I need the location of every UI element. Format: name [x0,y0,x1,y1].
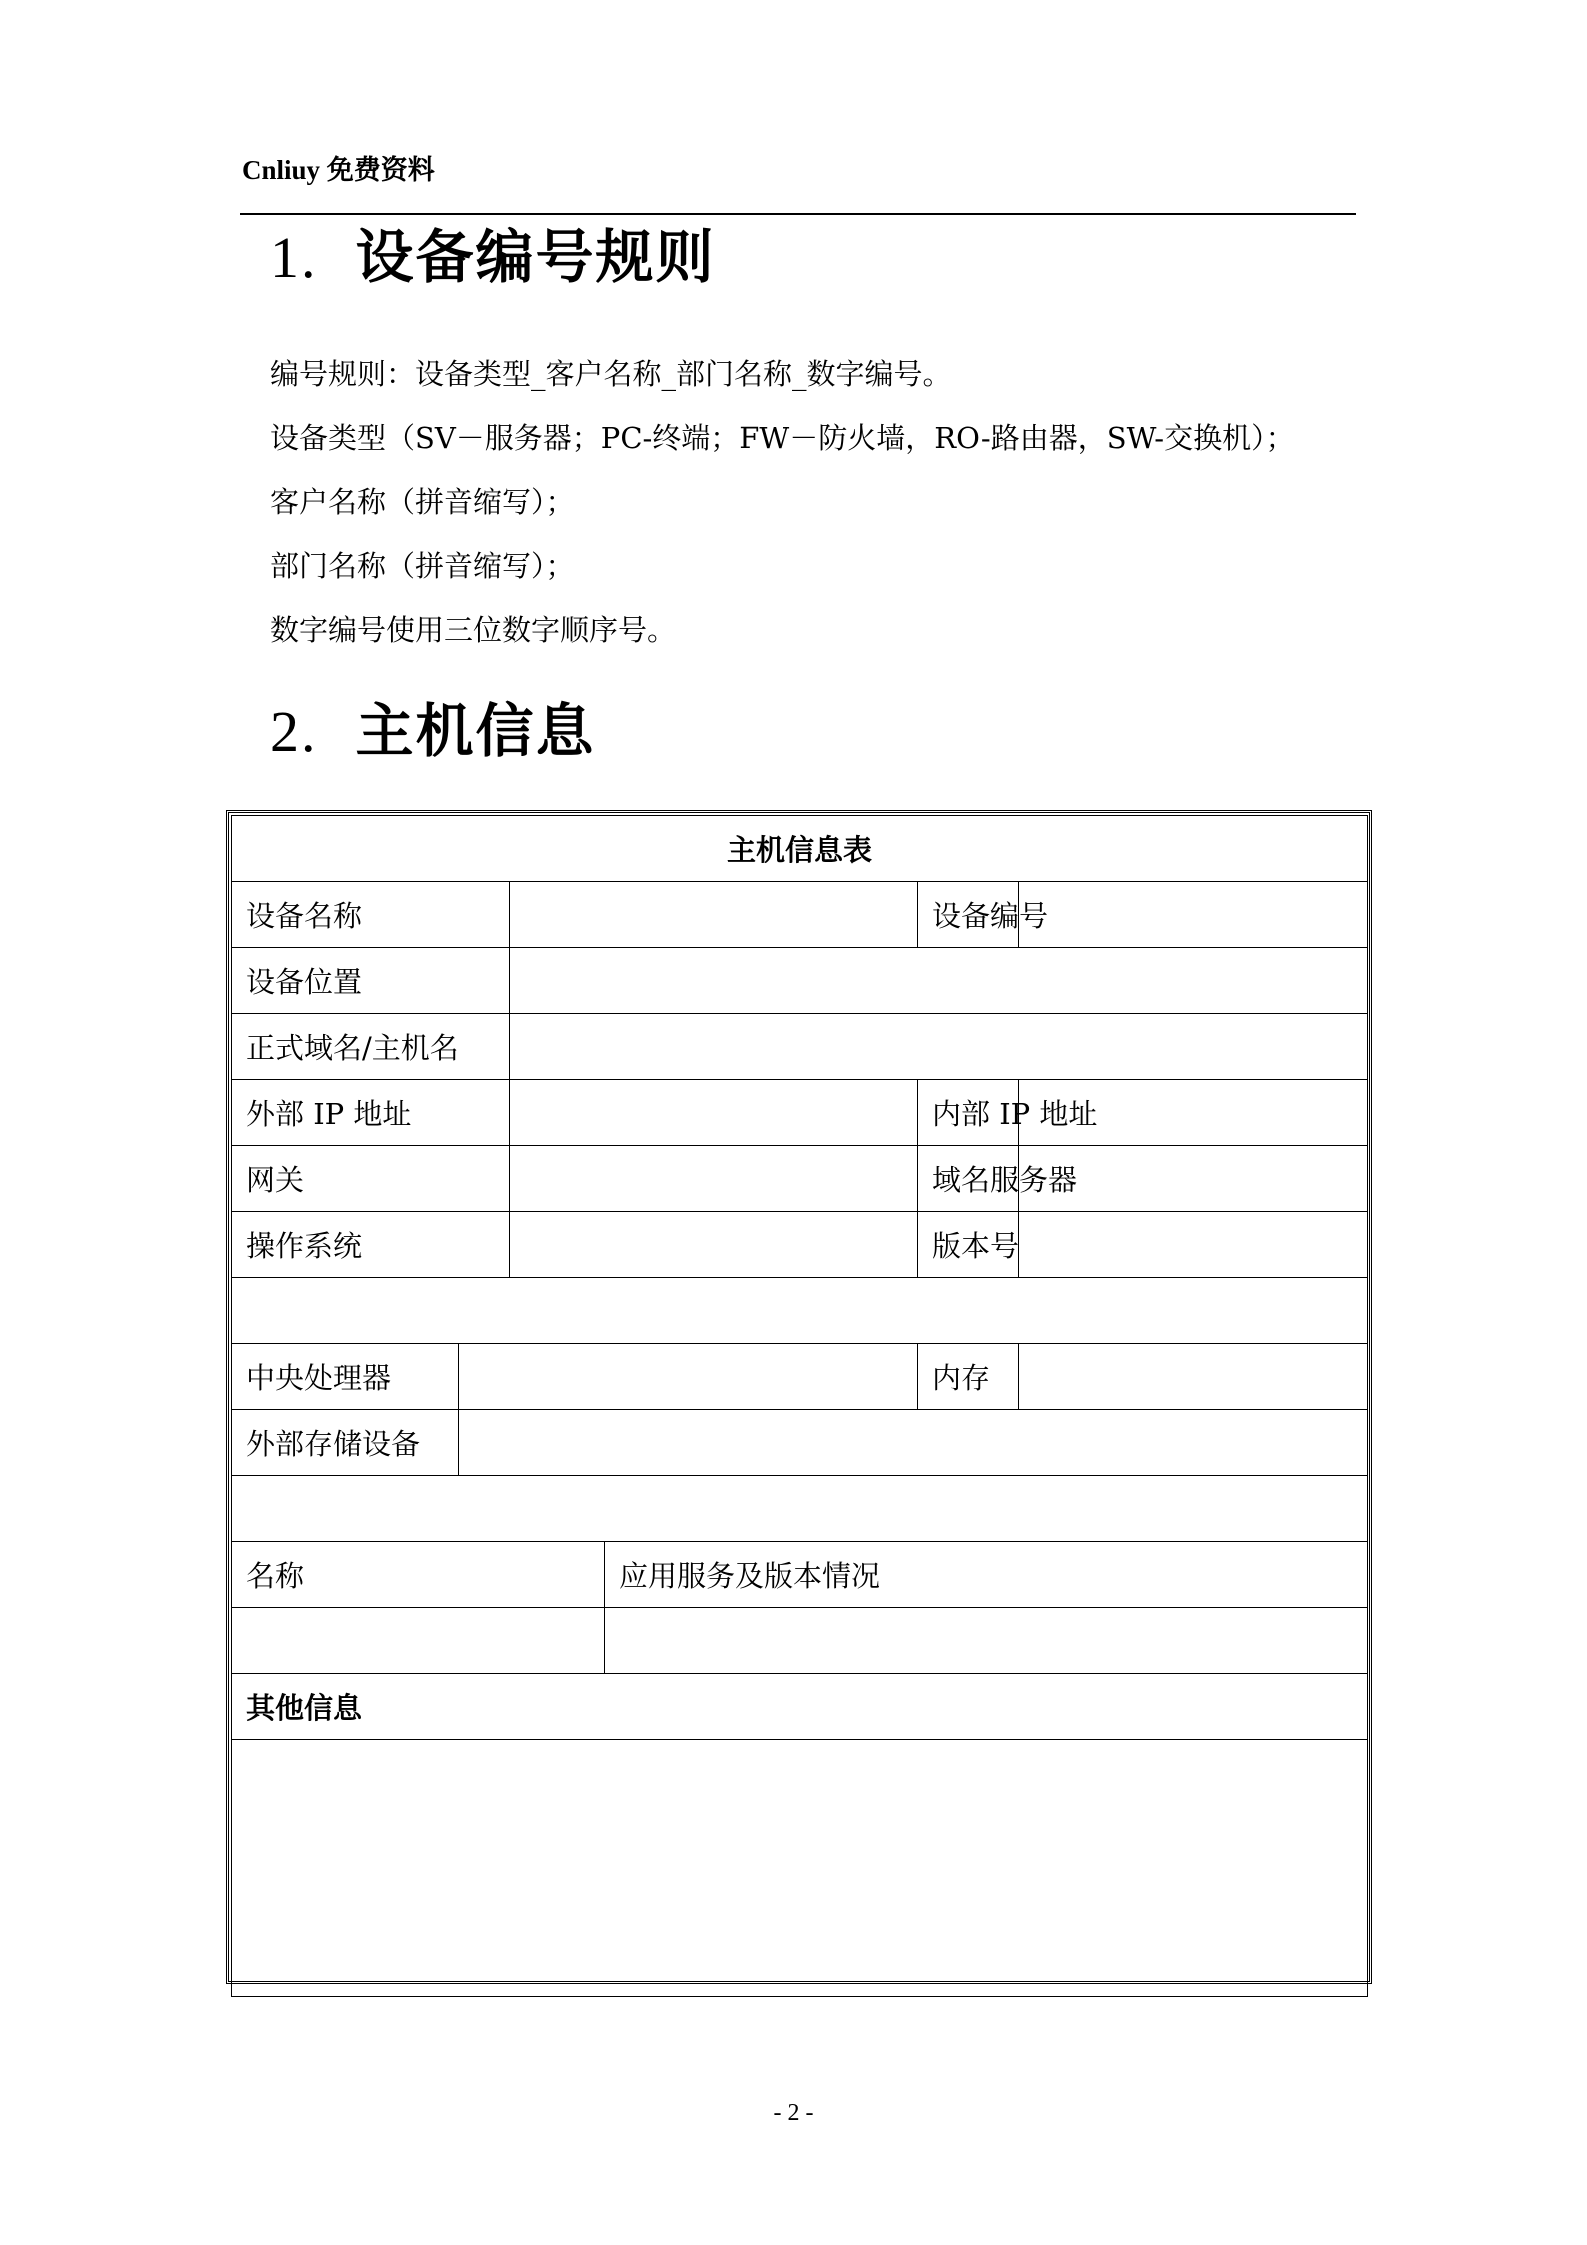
value-external-storage[interactable] [459,1410,1368,1476]
label-other-info: 其他信息 [232,1674,1368,1740]
value-domain-host[interactable] [510,1014,1368,1080]
value-device-number[interactable] [1019,882,1368,948]
header-rule [240,213,1356,215]
value-other-info[interactable] [232,1740,1368,1997]
host-info-table [231,815,1368,1997]
page-number: - 2 - [773,2100,814,2126]
section-heading-2 [270,696,596,767]
value-version[interactable] [1019,1212,1368,1278]
value-device-location[interactable] [510,948,1368,1014]
section-number: 2. [270,699,318,764]
value-external-ip[interactable] [510,1080,918,1146]
value-gateway[interactable] [510,1146,918,1212]
section-number: 1. [270,225,318,290]
value-app-service[interactable] [605,1608,1368,1674]
label-dns: 域名服务器 [918,1146,1019,1212]
label-app-service: 应用服务及版本情况 [605,1542,1368,1608]
section-heading-1 [270,222,716,293]
table-title: 主机信息表 [232,816,1368,882]
value-os[interactable] [510,1212,918,1278]
label-version: 版本号 [918,1212,1019,1278]
rule-line: 数字编号使用三位数字顺序号。 [270,613,677,647]
value-device-name[interactable] [510,882,918,948]
numbering-rules-list [270,342,1295,662]
section-title: 主机信息 [355,697,596,765]
rule-line: 部门名称（拼音缩写）； [270,549,575,583]
label-cpu: 中央处理器 [232,1344,459,1410]
label-gateway: 网关 [232,1146,510,1212]
label-device-name: 设备名称 [232,882,510,948]
rule-line: 设备类型（SV－服务器；PC-终端；FW－防火墙，RO-路由器，SW-交换机）； [270,421,1295,455]
label-memory: 内存 [918,1344,1019,1410]
rule-line: 编号规则：设备类型_客户名称_部门名称_数字编号。 [270,357,952,391]
label-device-number: 设备编号 [918,882,1019,948]
label-device-location: 设备位置 [232,948,510,1014]
spacer-row [232,1278,1368,1344]
host-info-table-frame [226,810,1372,1984]
label-domain-host: 正式域名/主机名 [232,1014,510,1080]
label-os: 操作系统 [232,1212,510,1278]
label-external-storage: 外部存储设备 [232,1410,459,1476]
spacer-row [232,1476,1368,1542]
header-brand: Cnliuy 免费资料 [242,155,435,185]
value-memory[interactable] [1019,1344,1368,1410]
label-internal-ip: 内部 IP 地址 [918,1080,1019,1146]
value-name[interactable] [232,1608,605,1674]
label-name: 名称 [232,1542,605,1608]
rule-line: 客户名称（拼音缩写）； [270,485,575,519]
value-cpu[interactable] [459,1344,918,1410]
label-external-ip: 外部 IP 地址 [232,1080,510,1146]
section-title: 设备编号规则 [355,223,716,291]
